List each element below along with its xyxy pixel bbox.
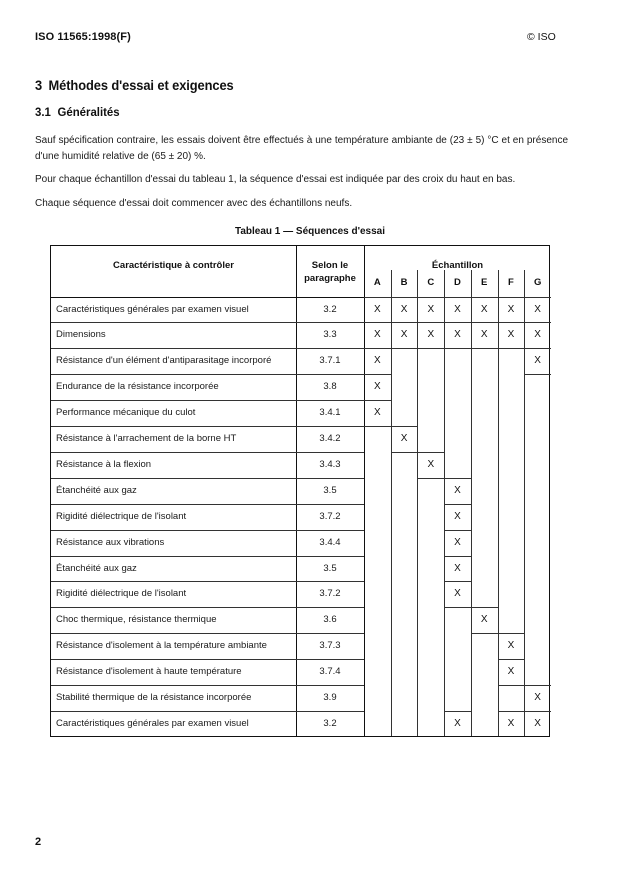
mark-d: X (454, 510, 461, 522)
mark-e: X (480, 303, 488, 315)
mark-a: X (374, 303, 381, 315)
mark-g: X (534, 692, 541, 703)
row-paragraph: 3.7.3 (319, 640, 341, 652)
sample-header-g: G (533, 277, 542, 288)
mark-f: X (507, 640, 515, 652)
row-paragraph: 3.2 (323, 717, 337, 729)
header-characteristic: Caractéristique à contrôler (113, 260, 234, 271)
row-characteristic: Résistance aux vibrations (56, 536, 165, 548)
row-paragraph: 3.4.1 (319, 407, 341, 419)
document-id: ISO 11565:1998(F) (35, 31, 131, 43)
row-paragraph: 3.7.2 (319, 510, 341, 522)
row-paragraph: 3.8 (323, 381, 337, 393)
mark-d: X (454, 588, 461, 600)
mark-g: X (534, 355, 541, 367)
header-paragraph (296, 259, 364, 285)
row-characteristic: Résistance d'isolement à haute température (56, 666, 242, 678)
row-characteristic: Endurance de la résistance incorporée (56, 381, 219, 393)
sample-header-a: A (373, 277, 381, 288)
mark-f: X (507, 303, 515, 315)
row-characteristic: Stabilité thermique de la résistance incorporée (56, 692, 252, 703)
row-paragraph: 3.4.3 (319, 458, 341, 470)
row-characteristic: Rigidité diélectrique de l'isolant (56, 588, 187, 600)
mark-cell-bottom-border (498, 685, 525, 686)
row-characteristic: Choc thermique, résistance thermique (56, 614, 217, 626)
row-paragraph: 3.4.4 (319, 536, 341, 548)
mark-d: X (454, 329, 461, 341)
row-paragraph: 3.3 (323, 329, 337, 341)
mark-cell-bottom-border (417, 478, 444, 479)
section-heading (35, 77, 234, 93)
row-paragraph: 3.5 (323, 484, 337, 496)
subsection-heading (35, 105, 120, 119)
mark-a: X (374, 329, 381, 341)
sample-header-f: F (508, 277, 514, 288)
header-paragraph-line2: paragraphe (304, 273, 356, 284)
mark-d: X (454, 717, 461, 729)
paragraph-new-samples: Chaque séquence d'essai doit commencer avec des échantillons neufs. (35, 198, 353, 209)
row-characteristic: Résistance d'isolement à la température ambiante (56, 640, 267, 652)
mark-d: X (454, 303, 461, 315)
paragraph-conditions: Sauf spécification contraire, les essais doivent être effectués à une température ambiante de (23 ± 5) °C et en présence d'une humidité relative de (65 ± 20) %. (35, 135, 568, 162)
row-paragraph: 3.5 (323, 562, 337, 574)
sample-header-b: B (400, 277, 408, 288)
mark-d: X (454, 536, 461, 548)
sample-header-e: E (481, 277, 488, 288)
mark-cell-bottom-border (417, 348, 444, 349)
row-characteristic: Étanchéité aux gaz (56, 484, 137, 496)
mark-cell-bottom-border (524, 374, 551, 375)
mark-cell-bottom-border (391, 348, 418, 349)
section-title: Méthodes d'essai et exigences (48, 77, 234, 93)
mark-cell-bottom-border (444, 607, 471, 608)
mark-cell-bottom-border (498, 348, 525, 349)
mark-cell-bottom-border (391, 452, 418, 453)
row-characteristic: Rigidité diélectrique de l'isolant (56, 510, 187, 522)
row-paragraph: 3.7.1 (319, 355, 341, 367)
mark-e: X (480, 614, 488, 626)
row-characteristic: Résistance à l'arrachement de la borne HT (56, 433, 237, 444)
mark-a: X (374, 355, 381, 367)
mark-cell-bottom-border (444, 348, 471, 349)
row-paragraph: 3.7.4 (319, 666, 341, 678)
mark-f: X (507, 666, 515, 678)
mark-g: X (534, 717, 541, 729)
mark-a: X (374, 381, 381, 393)
mark-b: X (400, 303, 408, 315)
row-paragraph: 3.9 (323, 692, 337, 703)
mark-a: X (374, 407, 381, 419)
section-number: 3 (35, 77, 43, 93)
table-caption: Tableau 1 — Séquences d'essai (234, 226, 386, 237)
row-paragraph: 3.6 (323, 614, 337, 626)
header-paragraph-line1: Selon le (311, 260, 349, 271)
row-characteristic: Résistance à la flexion (56, 458, 152, 470)
mark-b: X (400, 433, 408, 444)
mark-c: X (427, 303, 435, 315)
page-number: 2 (35, 836, 42, 848)
mark-cell-bottom-border (471, 348, 498, 349)
mark-c: X (427, 458, 435, 470)
mark-d: X (454, 562, 461, 574)
mark-b: X (400, 329, 408, 341)
subsection-number: 3.1 (35, 105, 51, 119)
row-characteristic: Résistance d'un élément d'antiparasitage incorporé (56, 355, 272, 367)
row-characteristic: Performance mécanique du culot (56, 407, 196, 419)
header-samples-group: Échantillon (431, 260, 484, 271)
sample-header-c: C (427, 277, 435, 288)
row-characteristic: Caractéristiques générales par examen visuel (56, 303, 249, 315)
mark-g: X (534, 303, 541, 315)
row-characteristic: Étanchéité aux gaz (56, 562, 137, 574)
subsection-title: Généralités (57, 105, 120, 119)
test-sequence-table (50, 245, 550, 737)
mark-f: X (507, 717, 515, 729)
row-characteristic: Caractéristiques générales par examen visuel (56, 717, 249, 729)
row-paragraph: 3.2 (323, 303, 337, 315)
row-characteristic: Dimensions (56, 329, 106, 341)
mark-cell-bottom-border (471, 633, 498, 634)
mark-d: X (454, 484, 461, 496)
row-paragraph: 3.7.2 (319, 588, 341, 600)
mark-cell-bottom-border (364, 426, 391, 427)
row-paragraph: 3.4.2 (319, 433, 341, 444)
mark-e: X (480, 329, 488, 341)
mark-g: X (534, 329, 541, 341)
sample-header-d: D (454, 277, 461, 288)
paragraph-sequence: Pour chaque échantillon d'essai du tableau 1, la séquence d'essai est indiquée par des croix du haut en bas. (35, 174, 516, 185)
mark-f: X (507, 329, 515, 341)
mark-c: X (427, 329, 435, 341)
copyright-notice: © ISO (527, 31, 556, 43)
